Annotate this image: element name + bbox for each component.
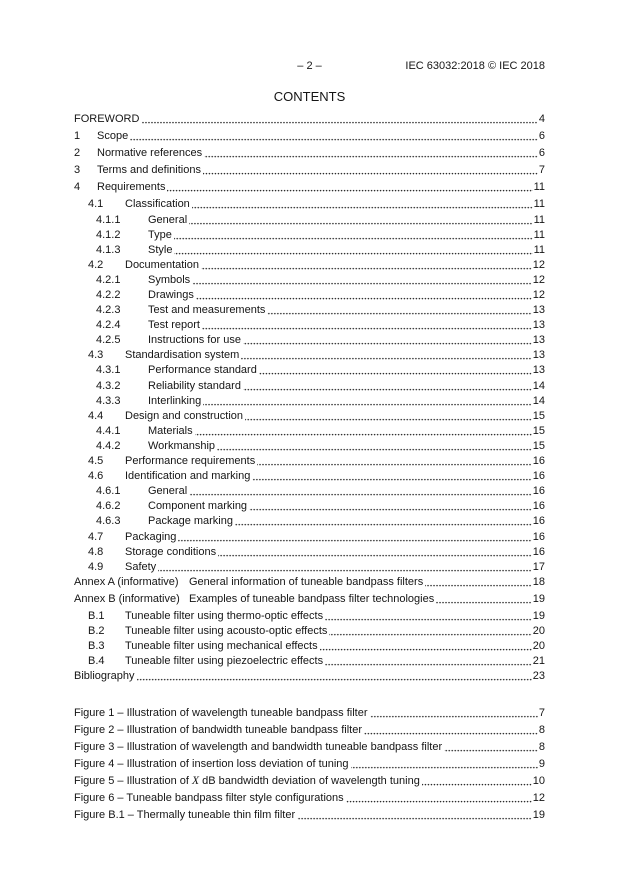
- toc-entry-page: 20: [532, 639, 545, 652]
- toc-entry-title: Reliability standard: [148, 379, 241, 392]
- toc-entry-title: Normative references: [97, 146, 203, 159]
- figure-list-entry-page: 9: [538, 757, 545, 770]
- toc-entry-page: 13: [532, 364, 545, 377]
- dot-leader: [203, 163, 538, 178]
- dot-leader: [174, 243, 532, 258]
- dot-leader: [203, 394, 532, 409]
- toc-entry-title: Standardisation system: [125, 349, 240, 362]
- toc-entry-title: Interlinking: [148, 394, 202, 407]
- toc-entry-title: General information of tuneable bandpass filters: [189, 575, 424, 588]
- dot-leader: [325, 654, 532, 669]
- toc-entry-number: 4.4.2: [96, 439, 121, 452]
- toc-entry-number: 4.2.1: [96, 273, 121, 286]
- toc-entry-number: 2: [74, 146, 81, 159]
- toc-entry-title: Identification and marking: [125, 470, 251, 483]
- toc-entry-number: 4.4.1: [96, 424, 121, 437]
- toc-entry-page: 11: [533, 198, 545, 211]
- toc-entry-page: 13: [532, 349, 545, 362]
- figure-list-entry-2[interactable]: [74, 723, 545, 740]
- toc-entry-page: 21: [532, 655, 545, 668]
- dot-leader: [346, 791, 532, 806]
- toc-entry-page: 15: [532, 439, 545, 452]
- dot-leader: [137, 669, 532, 684]
- toc-entry-number: 4.6.2: [96, 500, 121, 513]
- toc-entry-number: 4.4: [88, 409, 104, 422]
- toc-entry-title: Component marking: [148, 500, 248, 513]
- toc-entry-page: 14: [532, 394, 545, 407]
- toc-entry-page: 12: [532, 258, 545, 271]
- document-reference: IEC 63032:2018 © IEC 2018: [405, 60, 545, 72]
- toc-entry-bibliography[interactable]: [74, 669, 545, 686]
- toc-entry-title: General: [148, 485, 188, 498]
- toc-entry-page: 16: [532, 485, 545, 498]
- contents-heading: CONTENTS: [273, 89, 346, 104]
- dot-leader: [217, 439, 532, 454]
- figure-title-text: dB bandwidth deviation of wavelength tuning: [202, 774, 420, 787]
- toc-entry-page: 19: [532, 609, 545, 622]
- toc-entry-b-1[interactable]: [88, 609, 545, 624]
- toc-entry-number: B.3: [88, 639, 105, 652]
- dot-leader: [297, 808, 532, 823]
- toc-entry-page: 16: [532, 545, 545, 558]
- dot-leader: [195, 424, 532, 439]
- toc-entry-page: 6: [538, 146, 545, 159]
- dot-leader: [202, 318, 532, 333]
- toc-entry-number: 4.1.1: [96, 213, 121, 226]
- figure-list-entry-title: Figure B.1 – Thermally tuneable thin film filter: [74, 808, 296, 821]
- figure-list-entry-1[interactable]: [74, 706, 545, 723]
- dot-leader: [320, 639, 532, 654]
- dot-leader: [196, 288, 532, 303]
- toc-entry-4-1-2[interactable]: [96, 228, 545, 243]
- list-of-figures: [0, 706, 620, 825]
- figure-list-entry-page: 19: [532, 808, 545, 821]
- toc-entry-page: 15: [532, 424, 545, 437]
- dot-leader: [425, 575, 532, 590]
- figure-list-entry-page: 8: [538, 740, 545, 753]
- dot-leader: [436, 592, 532, 607]
- toc-entry-annex-a[interactable]: [74, 575, 545, 592]
- toc-entry-4-2-3[interactable]: [96, 303, 545, 318]
- toc-entry-number: 4.1.2: [96, 228, 121, 241]
- toc-entry-page: 15: [532, 409, 545, 422]
- toc-entry-page: 11: [533, 243, 545, 256]
- figure-list-entry-title: Figure 6 – Tuneable bandpass filter style configurations: [74, 791, 344, 804]
- dot-leader: [241, 348, 531, 363]
- figure-title-text: Figure 5 – Illustration of: [74, 774, 189, 787]
- toc-entry-3[interactable]: [74, 163, 545, 180]
- toc-entry-number: 1: [74, 129, 81, 142]
- dot-leader: [252, 469, 531, 484]
- toc-entry-1[interactable]: [74, 129, 545, 146]
- toc-entry-number: Annex A (informative): [74, 575, 179, 588]
- figure-list-entry-6[interactable]: [74, 791, 545, 808]
- toc-entry-4-4[interactable]: [88, 409, 545, 424]
- dot-leader: [325, 609, 532, 624]
- dot-leader: [243, 333, 532, 348]
- toc-entry-4-5[interactable]: [88, 454, 545, 469]
- toc-entry-4-8[interactable]: [88, 545, 545, 560]
- dot-leader: [245, 409, 532, 424]
- figure-list-entry-title: Figure 3 – Illustration of wavelength and bandwidth tuneable bandpass filter: [74, 740, 443, 753]
- dot-leader: [158, 560, 532, 575]
- toc-entry-4-3[interactable]: [88, 348, 545, 363]
- toc-entry-title: Drawings: [148, 289, 194, 301]
- dot-leader: [267, 303, 531, 318]
- toc-entry-number: 4.2.2: [96, 289, 121, 301]
- toc-entry-page: 16: [532, 515, 545, 528]
- figure-list-entry-3[interactable]: [74, 740, 545, 757]
- toc-entry-number: 4.6.1: [96, 485, 121, 498]
- dot-leader: [192, 273, 532, 288]
- toc-entry-number: 4.1.3: [96, 243, 121, 256]
- dot-leader: [235, 514, 532, 529]
- figure-list-entry-4[interactable]: [74, 757, 545, 774]
- toc-entry-number: Annex B (informative): [74, 592, 180, 605]
- toc-entry-title: Documentation: [125, 258, 199, 271]
- toc-entry-page: 7: [538, 164, 545, 177]
- toc-entry-number: 4.1: [88, 198, 104, 211]
- toc-entry-4-1-3[interactable]: [96, 243, 545, 258]
- toc-entry-number: B.4: [88, 655, 105, 668]
- toc-entry-title: Terms and definitions: [97, 164, 201, 177]
- toc-entry-b-2[interactable]: [88, 624, 545, 639]
- toc-entry-page: 18: [532, 575, 545, 588]
- toc-entry-number: 4.2: [88, 258, 104, 271]
- dot-leader: [167, 180, 532, 195]
- toc-entry-title: Bibliography: [74, 670, 135, 683]
- toc-entry-title: Requirements: [97, 181, 166, 194]
- toc-entry-4-6[interactable]: [88, 469, 545, 484]
- toc-entry-number: 4.3.3: [96, 394, 121, 407]
- toc-entry-title: Test and measurements: [148, 304, 266, 317]
- toc-entry-4-6-2[interactable]: [96, 499, 545, 514]
- toc-entry-number: 4.6: [88, 470, 104, 483]
- toc-entry-number: 4.5: [88, 455, 104, 468]
- table-of-contents: [0, 112, 620, 687]
- toc-entry-number: 4.2.5: [96, 334, 121, 347]
- toc-entry-4-3-3[interactable]: [96, 394, 545, 409]
- toc-entry-title: Safety: [125, 560, 157, 573]
- toc-entry-4-2-5[interactable]: [96, 333, 545, 348]
- figure-list-entry-title: Figure 4 – Illustration of insertion loss deviation of tuning: [74, 757, 349, 770]
- toc-entry-4-4-1[interactable]: [96, 424, 545, 439]
- toc-entry-number: 4: [74, 181, 81, 194]
- dot-leader: [189, 484, 532, 499]
- dot-leader: [141, 112, 537, 127]
- toc-entry-title: Scope: [97, 129, 129, 142]
- toc-entry-title: Instructions for use: [148, 334, 241, 347]
- dot-leader: [329, 624, 531, 639]
- dot-leader: [130, 129, 538, 144]
- figure-list-entry-title: Figure 1 – Illustration of wavelength tuneable bandpass filter: [74, 706, 368, 719]
- toc-entry-title: Packaging: [125, 530, 177, 543]
- toc-entry-number: 4.3: [88, 349, 104, 362]
- toc-entry-page: 17: [532, 560, 545, 573]
- toc-entry-page: 13: [532, 304, 545, 317]
- toc-entry-number: 4.3.1: [96, 364, 121, 377]
- toc-entry-title: Classification: [125, 198, 190, 211]
- toc-entry-number: 4.9: [88, 560, 104, 573]
- toc-entry-title: Performance standard: [148, 364, 257, 377]
- dot-leader: [364, 723, 538, 738]
- toc-entry-page: 11: [533, 181, 545, 194]
- toc-entry-4[interactable]: [74, 180, 545, 197]
- figure-list-entry-b-1[interactable]: [74, 808, 545, 825]
- toc-entry-page: 16: [532, 500, 545, 513]
- toc-entry-title: Performance requirements: [125, 455, 256, 468]
- dot-leader: [204, 146, 538, 161]
- toc-entry-4-3-1[interactable]: [96, 363, 545, 378]
- dot-leader: [249, 499, 532, 514]
- toc-entry-title: FOREWORD: [74, 112, 140, 125]
- toc-entry-page: 14: [532, 379, 545, 392]
- toc-entry-4-2-2[interactable]: [96, 288, 545, 303]
- dot-leader: [192, 197, 533, 212]
- figure-list-entry-page: 12: [532, 791, 545, 804]
- dot-leader: [422, 774, 532, 789]
- toc-entry-title: Symbols: [148, 273, 191, 286]
- toc-entry-page: 19: [532, 592, 545, 605]
- toc-entry-b-4[interactable]: [88, 654, 545, 669]
- toc-entry-4-2[interactable]: [88, 258, 545, 273]
- toc-entry-b-3[interactable]: [88, 639, 545, 654]
- dot-leader: [370, 706, 538, 721]
- toc-entry-number: 4.3.2: [96, 379, 121, 392]
- toc-entry-annex-b[interactable]: [74, 592, 545, 609]
- toc-entry-page: 12: [532, 289, 545, 301]
- toc-entry-4-2-4[interactable]: [96, 318, 545, 333]
- toc-entry-page: 13: [532, 319, 545, 332]
- toc-entry-4-9[interactable]: [88, 560, 545, 575]
- toc-entry-4-2-1[interactable]: [96, 273, 545, 288]
- toc-entry-title: Test report: [148, 319, 200, 332]
- toc-entry-page: 11: [533, 228, 545, 241]
- toc-entry-number: 4.7: [88, 530, 104, 543]
- toc-entry-number: 3: [74, 164, 81, 177]
- toc-entry-title: Tuneable filter using acousto-optic effects: [125, 624, 328, 637]
- toc-entry-page: 16: [532, 530, 545, 543]
- toc-entry-page: 13: [532, 334, 545, 347]
- toc-entry-title: General: [148, 213, 188, 226]
- dot-leader: [444, 740, 538, 755]
- toc-entry-4-1[interactable]: [88, 197, 545, 212]
- figure-list-entry-5[interactable]: [74, 774, 545, 791]
- toc-entry-page: 12: [532, 273, 545, 286]
- dot-leader: [201, 258, 532, 273]
- dot-leader: [218, 545, 532, 560]
- toc-entry-page: 11: [533, 213, 545, 226]
- toc-entry-4-6-3[interactable]: [96, 514, 545, 529]
- toc-entry-title: Materials: [148, 424, 193, 437]
- toc-entry-title: Type: [148, 228, 172, 241]
- toc-entry-page: 16: [532, 470, 545, 483]
- toc-entry-title: Design and construction: [125, 409, 244, 422]
- figure-list-entry-page: 10: [532, 774, 545, 787]
- toc-entry-number: 4.2.4: [96, 319, 121, 332]
- toc-entry-number: 4.2.3: [96, 304, 121, 317]
- toc-entry-title: Tuneable filter using mechanical effects: [125, 639, 318, 652]
- toc-entry-title: Style: [148, 243, 173, 256]
- toc-entry-number: 4.8: [88, 545, 104, 558]
- toc-entry-4-3-2[interactable]: [96, 379, 545, 394]
- toc-entry-title: Examples of tuneable bandpass filter technologies: [189, 592, 435, 605]
- page-header-number: – 2 –: [297, 60, 322, 72]
- toc-entry-4-4-2[interactable]: [96, 439, 545, 454]
- toc-entry-number: B.1: [88, 609, 105, 622]
- toc-entry-4-1-1[interactable]: [96, 213, 545, 228]
- toc-entry-title: Tuneable filter using thermo-optic effects: [125, 609, 324, 622]
- figure-list-entry-page: 8: [538, 723, 545, 736]
- toc-entry-page: 16: [532, 455, 545, 468]
- dot-leader: [259, 363, 532, 378]
- toc-entry-title: Tuneable filter using piezoelectric effects: [125, 655, 324, 668]
- toc-entry-page: 4: [538, 112, 545, 125]
- variable-x: X: [192, 774, 200, 787]
- dot-leader: [257, 454, 532, 469]
- toc-entry-number: 4.6.3: [96, 515, 121, 528]
- toc-entry-title: Storage conditions: [125, 545, 217, 558]
- toc-entry-page: 20: [532, 624, 545, 637]
- figure-list-entry-title: [74, 774, 420, 789]
- toc-entry-page: 23: [532, 670, 545, 683]
- dot-leader: [174, 228, 533, 243]
- toc-entry-foreword[interactable]: [74, 112, 545, 129]
- dot-leader: [351, 757, 538, 772]
- toc-entry-4-6-1[interactable]: [96, 484, 545, 499]
- toc-entry-page: 6: [538, 129, 545, 142]
- toc-entry-4-7[interactable]: [88, 530, 545, 545]
- toc-entry-title: Workmanship: [148, 439, 216, 452]
- dot-leader: [189, 213, 532, 228]
- dot-leader: [243, 379, 532, 394]
- dot-leader: [178, 530, 531, 545]
- figure-list-entry-title: Figure 2 – Illustration of bandwidth tuneable bandpass filter: [74, 723, 363, 736]
- toc-entry-title: Package marking: [148, 515, 233, 528]
- toc-entry-number: B.2: [88, 624, 105, 637]
- toc-entry-2[interactable]: [74, 146, 545, 163]
- figure-list-entry-page: 7: [538, 706, 545, 719]
